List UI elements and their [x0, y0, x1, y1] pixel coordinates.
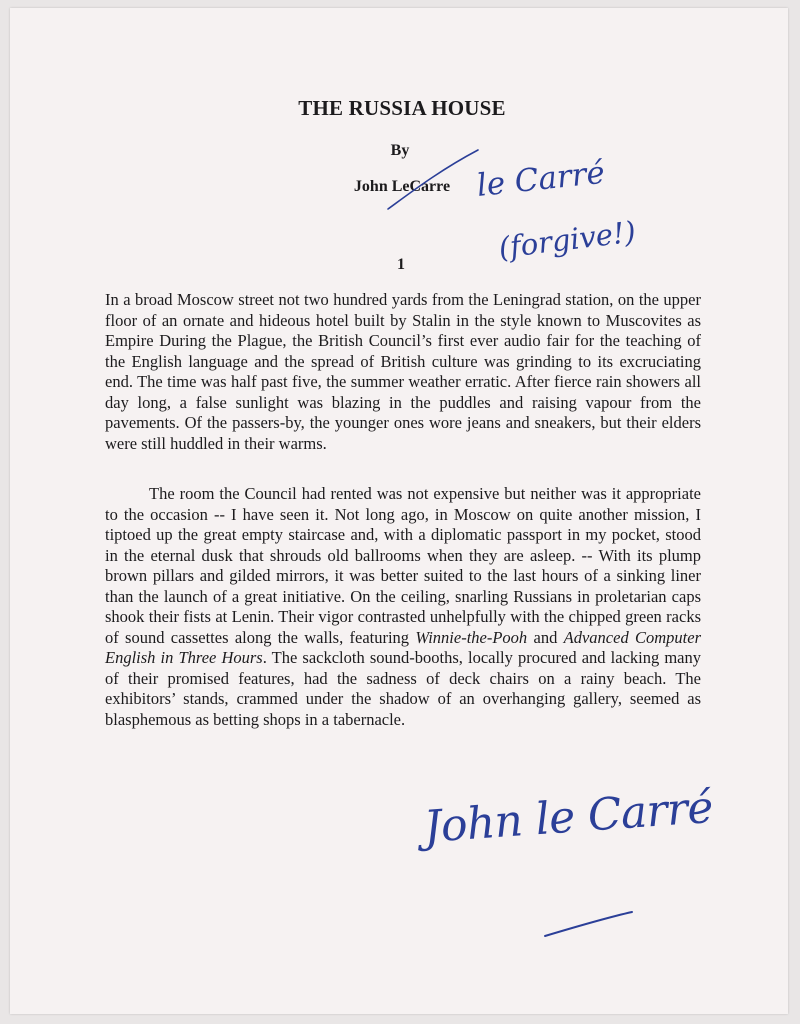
- book-title-winnie: Winnie-the-Pooh: [415, 627, 528, 647]
- paragraph-1: In a broad Moscow street not two hundred yards from the Leningrad station, on the upper floor of an ornate and hideous hotel built by Stalin in the style known to Muscovites as Empire During the Plague, the British Council’s first ever audio fair for the teaching of the English language and the spread of British culture was grinding to its excruciating end. The time was half past five, the summer weather erratic. After fierce rain showers all day long, a false sunlight was blazing in the puddles and raising vapour from the pavements. Of the passers-by, the younger ones wore jeans and sneakers, but their elders were still huddled in their warms.: [105, 290, 701, 453]
- author-name: John LeCarre: [353, 178, 451, 195]
- chapter-number: 1: [397, 256, 405, 273]
- book-title-computer-english: Advanced Computer English in Three Hours: [105, 627, 701, 667]
- handwritten-note: (forgive!): [496, 214, 638, 265]
- paragraph-2-text-b: and: [527, 627, 564, 647]
- paragraph-2: [105, 484, 701, 730]
- byline: By: [390, 142, 410, 159]
- document-title: THE RUSSIA HOUSE: [298, 96, 506, 120]
- handwritten-correction: le Carré: [475, 154, 607, 204]
- paragraph-2-text-a: The room the Council had rented was not expensive but neither was it appropriate to the occasion -- I have seen it. Not long ago, in Moscow on quite another mission, I tiptoed up the great empty staircase and, with a diplomatic passport in my pocket, stood in the eternal dusk that shrouds old ballrooms when they are asleep. -- With its plump brown pillars and gilded mirrors, it was better suited to the last hours of a sinking liner than the launch of a great initiative. On the ceiling, snarling Russians in proletarian caps shook their fists at Lenin. Their vigor contrasted unhelpfully with the chipped green racks of sound cassettes along the walls, featuring: [105, 484, 701, 647]
- author-signature: John le Carré: [422, 781, 716, 853]
- paragraph-2-text-c: . The sackcloth sound-booths, locally procured and lacking many of their promised features, had the sadness of deck chairs on a rainy beach. The exhibitors’ stands, crammed under the shadow of an overhanging gallery, seemed as blasphemous as betting shops in a tabernacle.: [105, 648, 701, 729]
